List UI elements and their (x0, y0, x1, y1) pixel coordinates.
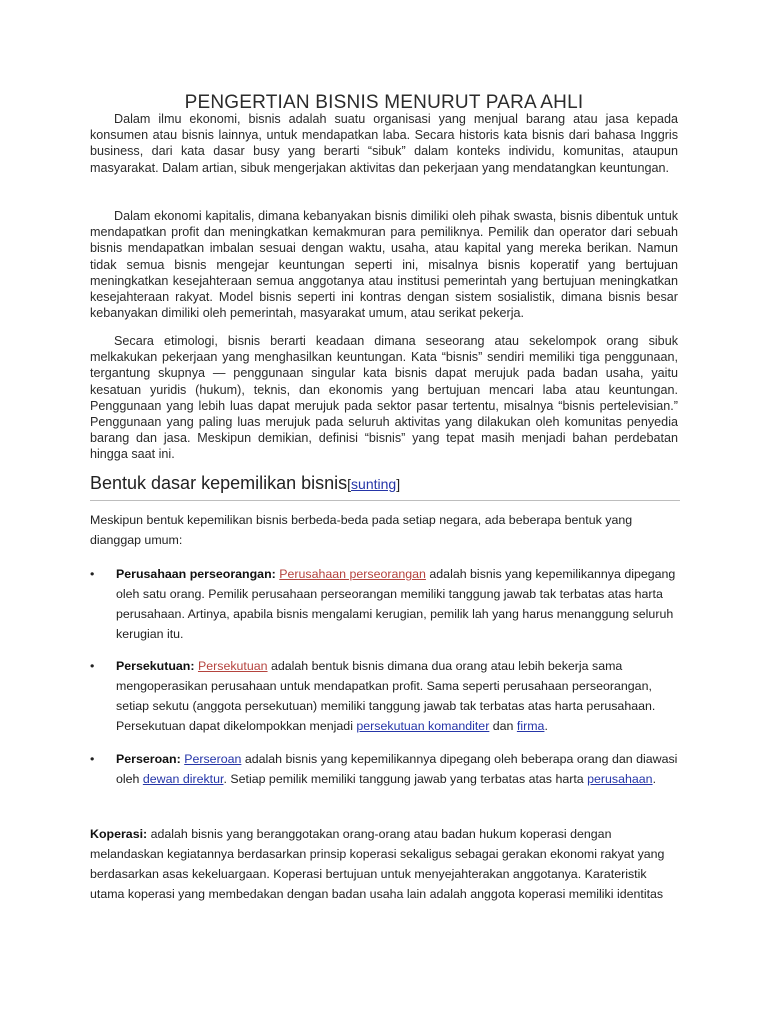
bullet-marker: • (90, 752, 95, 766)
link-perseroan[interactable]: Perseroan (184, 752, 242, 766)
section-intro: Meskipun bentuk kepemilikan bisnis berbeda-beda pada setiap negara, ada beberapa bentuk yang dianggap umum: (90, 513, 633, 547)
bullet-marker: • (90, 659, 95, 673)
page-title: PENGERTIAN BISNIS MENURUT PARA AHLI (184, 92, 584, 113)
link-perusahaan-perseorangan[interactable]: Perusahaan perseorangan (279, 567, 426, 581)
term-perseorangan: Perusahaan perseorangan: (116, 567, 276, 581)
paragraph-koperasi: Koperasi: adalah bisnis yang beranggotakan orang-orang atau badan hukum koperasi dengan melandaskan kegiatannya berdasarkan prinsip koperasi sekaligus sebagai gerakan ekonomi rakyat yang berdasarkan asas kekeluargaan. Koperasi bertujuan untuk menyejahterakan anggotanya. Karateristik utama koperasi yang membedakan dengan badan usaha lain adalah anggota koperasi memiliki identitas (90, 827, 665, 901)
paragraph-etymology: Secara etimologi, bisnis berarti keadaan dimana seseorang atau sekelompok orang sibuk melkakukan pekerjaan yang menghasilkan keuntungan. Kata “bisnis” sendiri memiliki tiga penggunaan, tergantung skupnya — penggunaan singular kata bisnis dapat merujuk pada badan usaha, yaitu kesatuan yuridis (hukum), teknis, dan ekonomis yang bertujuan mencari laba atau keuntungan. Penggunaan yang lebih luas dapat merujuk pada sektor pasar tertentu, misalnya “bisnis pertelevisian.” Penggunaan yang paling luas merujuk pada seluruh aktivitas yang dilakukan oleh komunitas penyedia barang dan jasa. Meskipun demikian, definisi “bisnis” yang tepat masih menjadi bahan perdebatan hingga saat ini. (90, 334, 678, 462)
term-perseroan: Perseroan: (116, 752, 181, 766)
edit-link[interactable]: sunting (351, 476, 397, 492)
list-item-perseroan: • Perseroan: Perseroan adalah bisnis yang kepemilikannya dipegang oleh beberapa orang dan diawasi oleh dewan direktur. Setiap pemilik memiliki tanggung jawab yang terbatas atas harta perusahaan. (90, 749, 680, 789)
link-dewan-direktur[interactable]: dewan direktur (142, 772, 224, 786)
list-item-persekutuan: • Persekutuan: Persekutuan adalah bentuk bisnis dimana dua orang atau lebih bekerja sama mengoperasikan perusahaan untuk mendapatkan profit. Sama seperti perusahaan perseorangan, setiap sekutu (anggota persekutuan) memiliki tanggung jawab tak terbatas atas harta perusahaan. Persekutuan dapat dikelompokkan menjadi persekutuan komanditer dan firma. (90, 656, 680, 736)
term-persekutuan: Persekutuan: (116, 659, 195, 673)
link-persekutuan[interactable]: Persekutuan (197, 659, 268, 673)
link-perusahaan[interactable]: perusahaan (587, 772, 653, 786)
paragraph-definition: Dalam ilmu ekonomi, bisnis adalah suatu organisasi yang menjual barang atau jasa kepada konsumen atau bisnis lainnya, untuk mendapatkan laba. Secara historis kata bisnis dari bahasa Inggris business, dari kata dasar busy yang berarti “sibuk” dalam konteks individu, komunitas, ataupun masyarakat. Dalam artian, sibuk mengerjakan aktivitas dan pekerjaan yang mendatangkan keuntungan. (90, 112, 678, 175)
link-firma[interactable]: firma (516, 719, 545, 733)
term-koperasi: Koperasi: (90, 827, 148, 841)
bullet-marker: • (90, 567, 95, 581)
list-item-perseorangan: • Perusahaan perseorangan: Perusahaan perseorangan adalah bisnis yang kepemilikannya dipegang oleh satu orang. Pemilik perusahaan perseorangan memiliki tanggung jawab tak terbatas atas harta perusahaan. Artinya, apabila bisnis mengalami kerugian, pemilik lah yang harus menanggung seluruh kerugian itu. (90, 564, 680, 644)
paragraph-capitalist: Dalam ekonomi kapitalis, dimana kebanyakan bisnis dimiliki oleh pihak swasta, bisnis dibentuk untuk mendapatkan profit dan meningkatkan kemakmuran para pemiliknya. Pemilik dan operator dari sebuah bisnis mendapatkan imbalan sesuai dengan waktu, usaha, atau kapital yang mereka berikan. Namun tidak semua bisnis mengejar keuntungan seperti ini, misalnya bisnis koperatif yang bertujuan meningkatkan kesejahteraan semua anggotanya atau institusi pemerintah yang bertujuan meningkatkan kesejahteraan rakyat. Model bisnis seperti ini kontras dengan sistem sosialistik, dimana bisnis besar kebanyakan dimiliki oleh pemerintah, masyarakat umum, atau serikat pekerja. (90, 209, 678, 321)
section-heading (90, 473, 680, 501)
edit-section: [sunting] (347, 476, 401, 492)
link-persekutuan-komanditer[interactable]: persekutuan komanditer (356, 719, 490, 733)
section-heading-text: Bentuk dasar kepemilikan bisnis (90, 473, 348, 493)
